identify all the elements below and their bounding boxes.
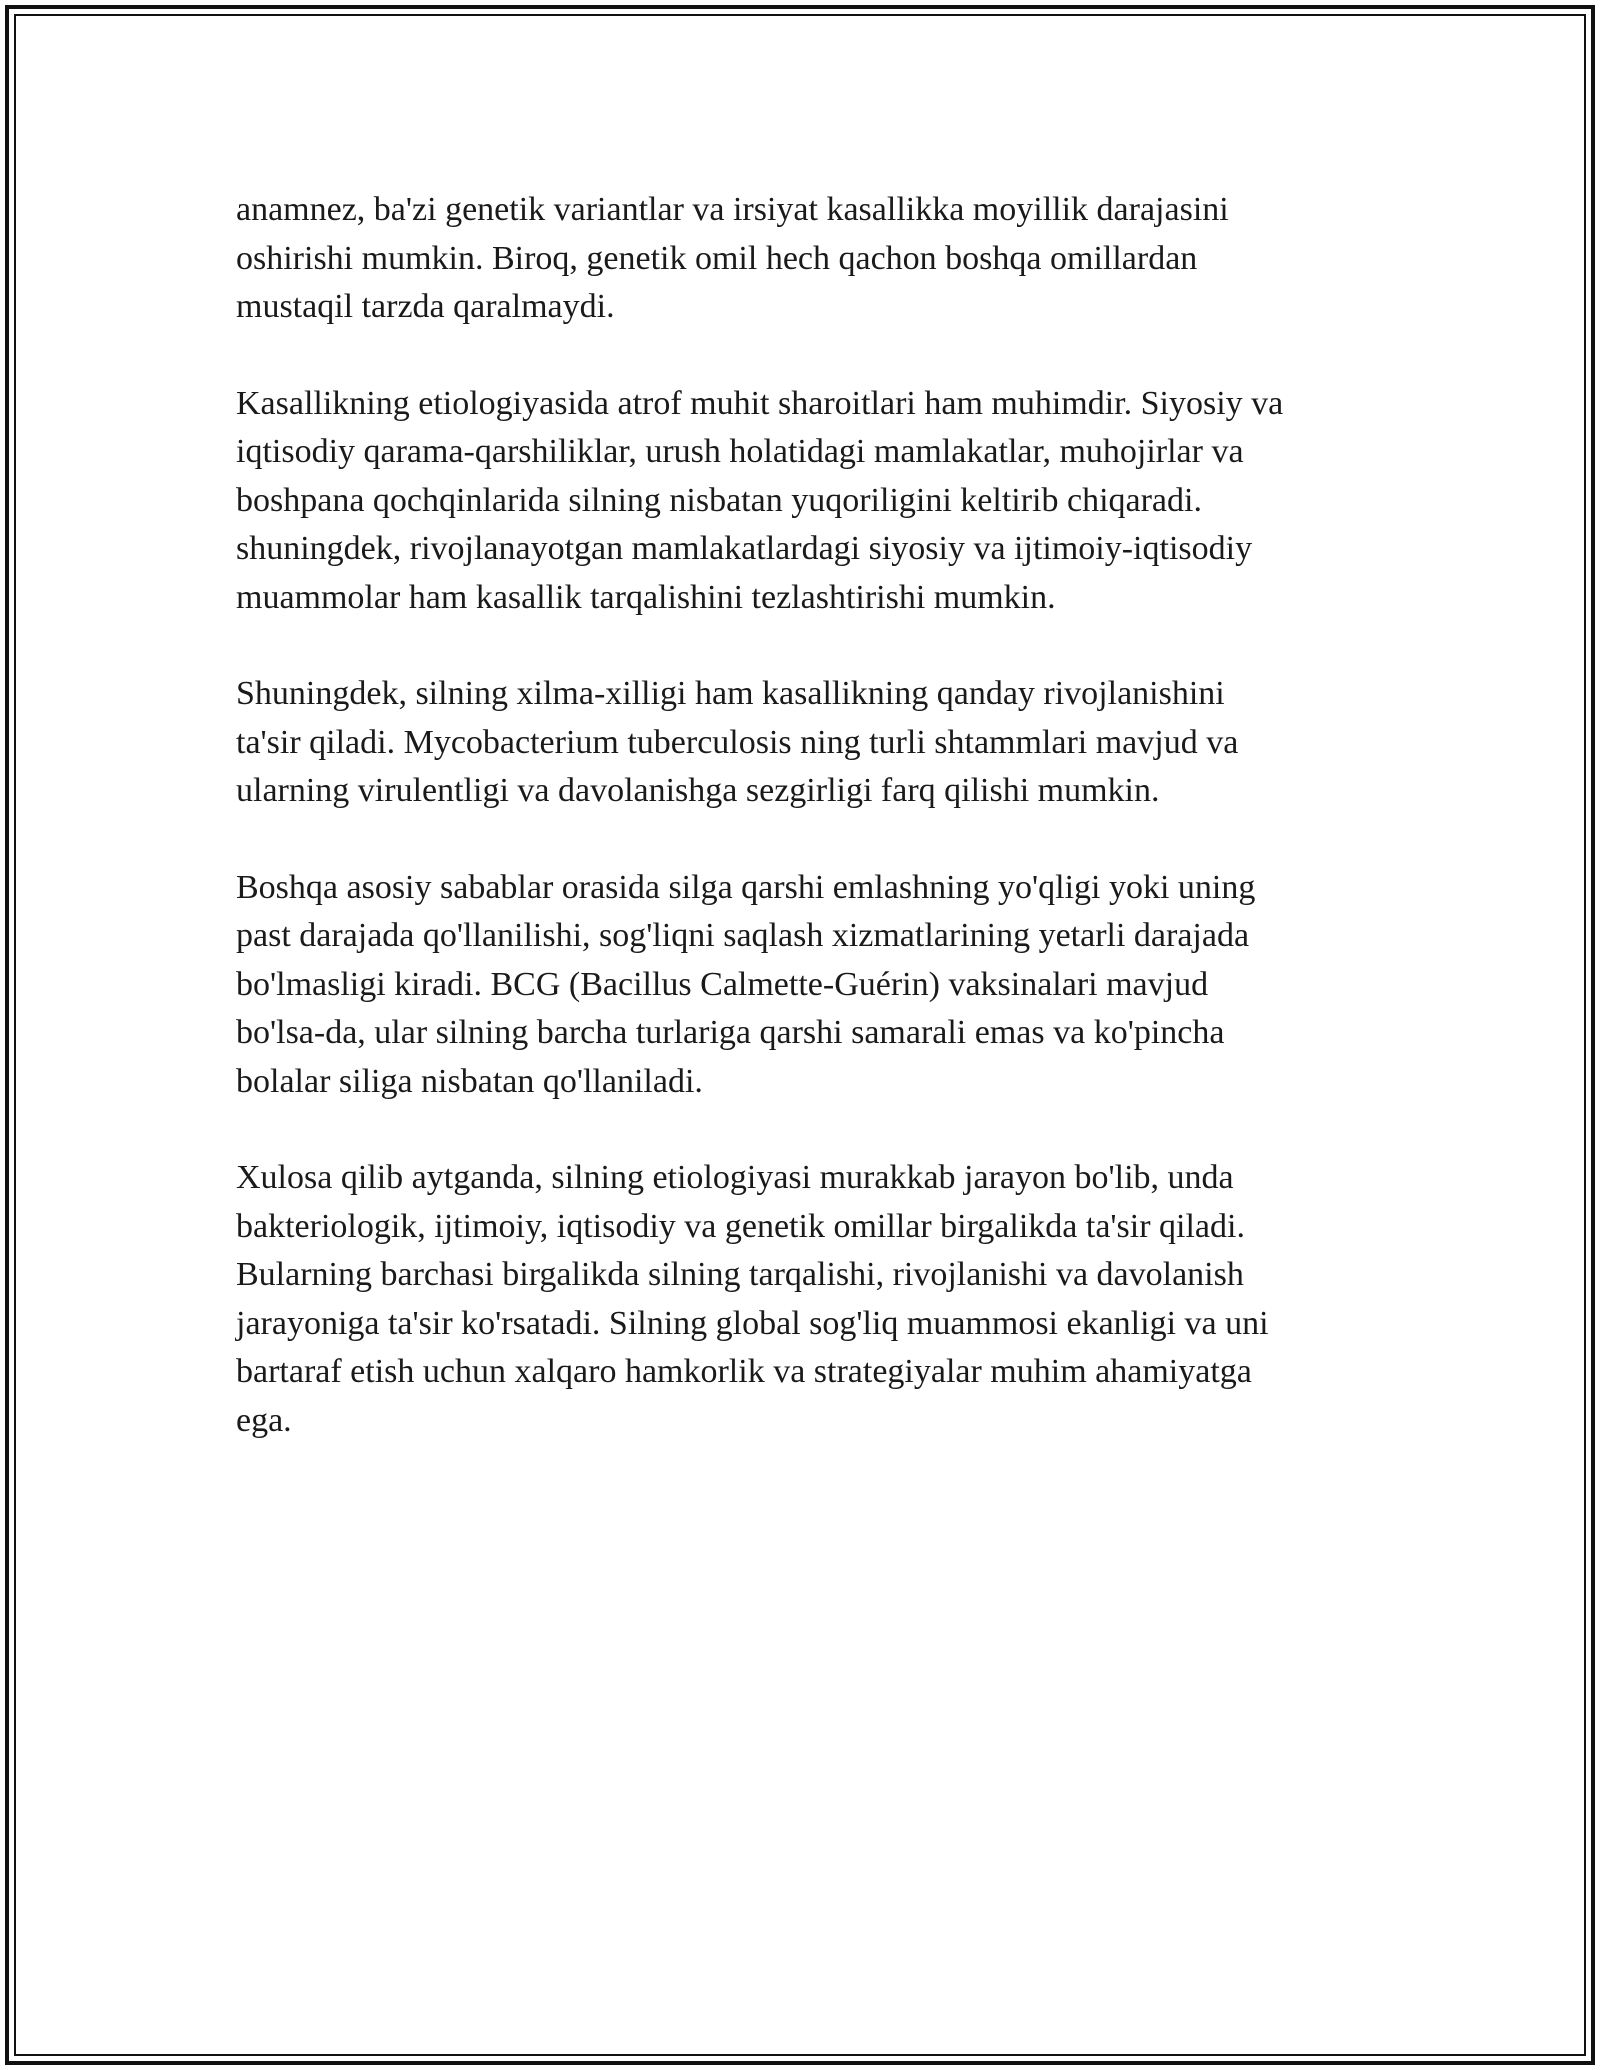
paragraph-environment: Kasallikning etiologiyasida atrof muhit sharoitlari ham muhimdir. Siyosiy va iqtisodiy qarama-qarshiliklar, urush holatidagi mamlakatlar, muhojirlar va boshpana qochqinlarida silning nisbatan yuqoriligini keltirib chiqaradi. shuningdek, rivojlanayotgan mamlakatlardagi siyosiy va ijtimoiy-iqtisodiy muammolar ham kasallik tarqalishini tezlashtirishi mumkin. (236, 384, 1284, 616)
document-body (236, 186, 1396, 1493)
paragraph-conclusion: Xulosa qilib aytganda, silning etiologiyasi murakkab jarayon bo'lib, unda bakteriologik, ijtimoiy, iqtisodiy va genetik omillar birgalikda ta'sir qiladi. Bularning barchasi birgalikda silning tarqalishi, rivojlanishi va davolanish jarayoniga ta'sir ko'rsatadi. Silning global sog'liq muammosi ekanligi va uni bartaraf etish uchun xalqaro hamkorlik va strategiyalar muhim ahamiyatga ega. (236, 1159, 1269, 1439)
paragraph-vaccination: Boshqa asosiy sabablar orasida silga qarshi emlashning yo'qligi yoki uning past darajada qo'llanilishi, sog'liqni saqlash xizmatlarining yetarli darajada bo'lmasligi kiradi. BCG (Bacillus Calmette-Guérin) vaksinalari mavjud bo'lsa-da, ular silning barcha turlariga qarshi samarali emas va ko'pincha bolalar siliga nisbatan qo'llaniladi. (236, 868, 1256, 1100)
paragraph-strain-diversity: Shuningdek, silning xilma-xilligi ham kasallikning qanday rivojlanishini ta'sir qiladi. Mycobacterium tuberculosis ning turli shtammlari mavjud va ularning virulentligi va davolanishga sezgirligi farq qilishi mumkin. (236, 675, 1239, 809)
paragraph-genetic-factors: anamnez, ba'zi genetik variantlar va irsiyat kasallikka moyillik darajasini oshirishi mumkin. Biroq, genetik omil hech qachon boshqa omillardan mustaqil tarzda qaralmaydi. (236, 191, 1229, 325)
